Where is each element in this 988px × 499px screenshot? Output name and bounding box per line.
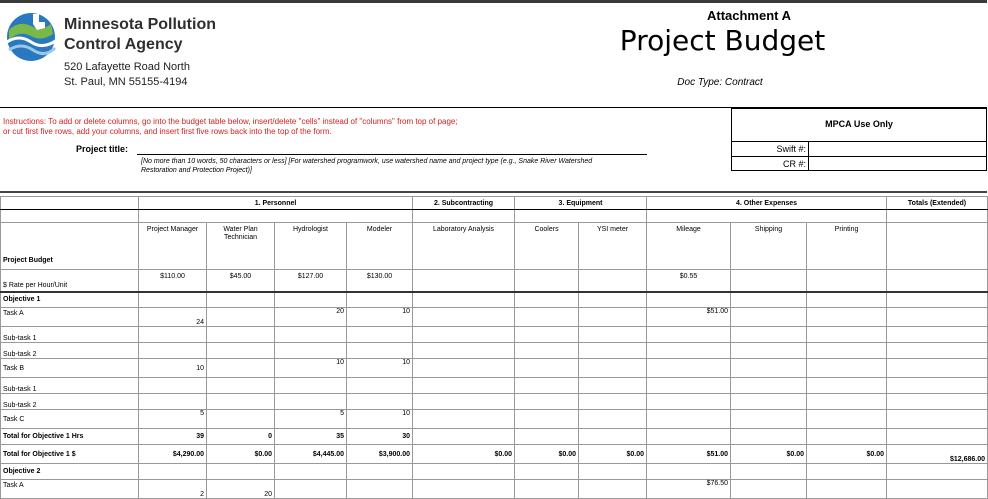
total-cell — [887, 292, 988, 308]
cell[interactable] — [207, 378, 275, 394]
table-row — [1, 394, 988, 410]
org-name-line2: Control Agency — [64, 36, 183, 53]
cell[interactable]: 10 — [139, 359, 207, 378]
grand-total-cell: $12,686.00 — [887, 445, 988, 464]
row-label: Task A — [1, 480, 139, 499]
total-cell — [887, 394, 988, 410]
cell[interactable]: $51.00 — [647, 308, 731, 327]
cell[interactable] — [347, 327, 413, 343]
cell[interactable] — [207, 327, 275, 343]
mpca-use-box — [731, 108, 987, 171]
mpca-logo-icon — [5, 12, 61, 62]
cell[interactable] — [413, 359, 515, 378]
column-header: Modeler — [347, 223, 413, 270]
cell[interactable] — [413, 327, 515, 343]
rate-row — [1, 270, 988, 292]
cell[interactable] — [647, 394, 731, 410]
cell[interactable] — [413, 480, 515, 499]
swift-row — [732, 141, 986, 156]
category-blank — [1, 197, 139, 210]
cell[interactable]: 10 — [275, 359, 347, 378]
cell[interactable] — [413, 464, 515, 480]
cell[interactable] — [275, 292, 347, 308]
total-cell — [887, 429, 988, 445]
cell[interactable] — [647, 327, 731, 343]
spacer-cell — [887, 210, 988, 223]
rate-cell[interactable]: $110.00 — [139, 270, 207, 292]
address-line1: 520 Lafayette Road North — [64, 61, 190, 73]
cell[interactable] — [731, 480, 807, 499]
cell[interactable]: 20 — [207, 480, 275, 499]
swift-field[interactable] — [808, 142, 986, 156]
category-totals: Totals (Extended) — [887, 197, 988, 210]
cell[interactable] — [515, 343, 579, 359]
cell[interactable] — [275, 394, 347, 410]
rate-label: $ Rate per Hour/Unit — [1, 270, 139, 292]
cell[interactable] — [579, 292, 647, 308]
cell: $0.00 — [413, 445, 515, 464]
row-label: Sub-task 2 — [1, 343, 139, 359]
cell[interactable] — [207, 343, 275, 359]
cell[interactable] — [207, 292, 275, 308]
row-label: Total for Objective 1 $ — [1, 445, 139, 464]
cell[interactable] — [139, 464, 207, 480]
cell[interactable] — [579, 464, 647, 480]
total-cell — [887, 343, 988, 359]
cell[interactable] — [515, 378, 579, 394]
cell[interactable] — [579, 394, 647, 410]
column-header: Water Plan Technician — [207, 223, 275, 270]
cell[interactable] — [207, 410, 275, 429]
row-label: Objective 1 — [1, 292, 139, 308]
cell[interactable] — [413, 343, 515, 359]
cell[interactable] — [731, 359, 807, 378]
instructions — [3, 117, 458, 137]
budget-table — [0, 196, 988, 499]
cell: $0.00 — [515, 445, 579, 464]
cell[interactable] — [139, 292, 207, 308]
cell[interactable] — [731, 343, 807, 359]
cell[interactable] — [139, 327, 207, 343]
cell: $0.00 — [207, 445, 275, 464]
cell[interactable] — [807, 359, 887, 378]
table-row — [1, 378, 988, 394]
total-cell — [887, 308, 988, 327]
address-line2: St. Paul, MN 55155-4194 — [64, 76, 188, 88]
cell[interactable] — [579, 359, 647, 378]
cell[interactable] — [731, 378, 807, 394]
cell: $4,290.00 — [139, 445, 207, 464]
table-row — [1, 292, 988, 308]
column-header: Printing — [807, 223, 887, 270]
cell[interactable] — [807, 327, 887, 343]
cell[interactable] — [807, 394, 887, 410]
cell[interactable] — [807, 378, 887, 394]
cell[interactable] — [731, 308, 807, 327]
category-personnel: 1. Personnel — [139, 197, 413, 210]
attachment-label: Attachment A — [706, 8, 792, 23]
spacer-cell — [1, 210, 139, 223]
spacer-cell — [515, 210, 647, 223]
cell[interactable] — [647, 378, 731, 394]
cell[interactable] — [647, 464, 731, 480]
cell[interactable] — [515, 464, 579, 480]
category-row — [1, 197, 988, 210]
column-header: Hydrologist — [275, 223, 347, 270]
cell[interactable]: 10 — [347, 359, 413, 378]
cell[interactable]: 5 — [139, 410, 207, 429]
cell[interactable] — [515, 292, 579, 308]
rate-cell[interactable]: $0.55 — [647, 270, 731, 292]
cell[interactable] — [647, 292, 731, 308]
cell: $0.00 — [731, 445, 807, 464]
cell[interactable] — [207, 394, 275, 410]
cell[interactable] — [807, 410, 887, 429]
row-label: Total for Objective 1 Hrs — [1, 429, 139, 445]
total-cell — [887, 464, 988, 480]
cell[interactable] — [579, 410, 647, 429]
row-label: Objective 2 — [1, 464, 139, 480]
cell: $51.00 — [647, 445, 731, 464]
org-name — [64, 15, 216, 55]
rate-cell[interactable] — [807, 270, 887, 292]
column-header-blank — [887, 223, 988, 270]
column-header: YSI meter — [579, 223, 647, 270]
cr-field[interactable] — [808, 157, 986, 171]
cell: 30 — [347, 429, 413, 445]
budget-body — [1, 197, 988, 499]
cell[interactable] — [731, 394, 807, 410]
cell[interactable] — [139, 394, 207, 410]
org-name-line1: Minnesota Pollution — [64, 16, 216, 33]
cell[interactable] — [647, 343, 731, 359]
rate-cell[interactable]: $45.00 — [207, 270, 275, 292]
rate-cell[interactable]: $130.00 — [347, 270, 413, 292]
cell[interactable] — [731, 292, 807, 308]
instructions-line1: Instructions: To add or delete columns, go into the budget table below, insert/delete "cells" instead of "columns" from top of page; — [3, 117, 458, 126]
page-title: Project Budget — [619, 24, 826, 57]
row-label: Sub-task 1 — [1, 378, 139, 394]
cell — [413, 429, 515, 445]
project-title-field[interactable] — [137, 154, 647, 178]
org-address — [64, 60, 190, 90]
cell[interactable] — [579, 378, 647, 394]
cell[interactable] — [579, 308, 647, 327]
cell[interactable]: 2 — [139, 480, 207, 499]
table-row — [1, 480, 988, 499]
cell[interactable]: 10 — [347, 410, 413, 429]
row-label: Task C — [1, 410, 139, 429]
top-border — [0, 0, 987, 3]
cell[interactable] — [347, 343, 413, 359]
cell[interactable] — [275, 327, 347, 343]
cell[interactable] — [807, 292, 887, 308]
cell[interactable] — [731, 327, 807, 343]
cell[interactable] — [647, 410, 731, 429]
cell[interactable] — [515, 308, 579, 327]
project-title-label: Project title: — [76, 144, 129, 154]
spacer-cell — [139, 210, 413, 223]
row-label: Sub-task 2 — [1, 394, 139, 410]
doc-type: Doc Type: Contract — [677, 77, 763, 88]
row-label: Task A — [1, 308, 139, 327]
table-row — [1, 429, 988, 445]
cell[interactable]: 10 — [347, 308, 413, 327]
cell: $0.00 — [807, 445, 887, 464]
swift-label: Swift #: — [776, 144, 806, 154]
column-header: Laboratory Analysis — [413, 223, 515, 270]
cell[interactable] — [515, 394, 579, 410]
cell: $3,900.00 — [347, 445, 413, 464]
column-header: Coolers — [515, 223, 579, 270]
cell[interactable] — [515, 480, 579, 499]
cell[interactable] — [413, 308, 515, 327]
rate-cell[interactable] — [515, 270, 579, 292]
table-row — [1, 410, 988, 429]
cell[interactable] — [207, 464, 275, 480]
column-header: Mileage — [647, 223, 731, 270]
cell[interactable] — [347, 480, 413, 499]
total-cell — [887, 378, 988, 394]
project-title-note-line1: [No more than 10 words, 50 characters or less] [For watershed programwork, use watershed name and project type (e.g., Snake River Watershed — [141, 158, 593, 165]
cell[interactable] — [731, 464, 807, 480]
cell[interactable] — [579, 327, 647, 343]
cell[interactable] — [207, 308, 275, 327]
cell — [807, 429, 887, 445]
spacer-cell — [413, 210, 515, 223]
row-label: Sub-task 1 — [1, 327, 139, 343]
cell[interactable] — [515, 410, 579, 429]
table-row — [1, 445, 988, 464]
cell[interactable] — [413, 292, 515, 308]
table-row — [1, 359, 988, 378]
rate-cell[interactable] — [579, 270, 647, 292]
spacer-cell — [647, 210, 887, 223]
cell[interactable] — [807, 480, 887, 499]
cell[interactable] — [515, 359, 579, 378]
cell[interactable] — [647, 359, 731, 378]
cell[interactable] — [413, 394, 515, 410]
cell[interactable] — [413, 378, 515, 394]
cell[interactable] — [731, 410, 807, 429]
row-header: Project Budget — [1, 223, 139, 270]
cr-row — [732, 156, 986, 171]
cell: 35 — [275, 429, 347, 445]
cell: 0 — [207, 429, 275, 445]
cell[interactable] — [275, 378, 347, 394]
cell[interactable] — [347, 464, 413, 480]
cell[interactable] — [275, 480, 347, 499]
cell[interactable] — [413, 410, 515, 429]
column-header: Project Manager — [139, 223, 207, 270]
total-cell — [887, 410, 988, 429]
cell[interactable] — [515, 327, 579, 343]
cell — [579, 429, 647, 445]
rate-cell[interactable] — [413, 270, 515, 292]
cell[interactable] — [275, 343, 347, 359]
table-row — [1, 327, 988, 343]
rate-cell[interactable]: $127.00 — [275, 270, 347, 292]
cell: 39 — [139, 429, 207, 445]
rate-cell[interactable] — [731, 270, 807, 292]
cell: $4,445.00 — [275, 445, 347, 464]
mpca-use-title: MPCA Use Only — [825, 119, 893, 129]
cell[interactable] — [807, 308, 887, 327]
cell[interactable] — [347, 292, 413, 308]
cell[interactable] — [347, 378, 413, 394]
total-cell — [887, 480, 988, 499]
category-other-expenses: 4. Other Expenses — [647, 197, 887, 210]
cell — [647, 429, 731, 445]
cell[interactable] — [579, 480, 647, 499]
project-title-note-line2: Restoration and Protection Project)] — [141, 167, 252, 174]
table-row — [1, 308, 988, 327]
cell: $0.00 — [579, 445, 647, 464]
cell[interactable] — [579, 343, 647, 359]
cr-label: CR #: — [782, 159, 806, 169]
cell[interactable]: 20 — [275, 308, 347, 327]
table-top-rule — [0, 191, 987, 193]
total-cell — [887, 327, 988, 343]
cell — [731, 429, 807, 445]
cell[interactable]: 24 — [139, 308, 207, 327]
cell[interactable]: 5 — [275, 410, 347, 429]
category-equipment: 3. Equipment — [515, 197, 647, 210]
cell[interactable] — [275, 464, 347, 480]
cell[interactable] — [139, 343, 207, 359]
cell[interactable] — [807, 343, 887, 359]
spacer-row — [1, 210, 988, 223]
cell[interactable] — [807, 464, 887, 480]
cell[interactable]: $76.50 — [647, 480, 731, 499]
column-header: Shipping — [731, 223, 807, 270]
table-row — [1, 464, 988, 480]
project-title-note — [141, 157, 592, 175]
cell[interactable] — [139, 378, 207, 394]
cell[interactable] — [347, 394, 413, 410]
cell[interactable] — [207, 359, 275, 378]
column-header-row — [1, 223, 988, 270]
category-subcontracting: 2. Subcontracting — [413, 197, 515, 210]
instructions-line2: or cut first five rows, add your columns, and insert first five rows back into the top of the form. — [3, 127, 332, 136]
rate-cell-blank — [887, 270, 988, 292]
table-row — [1, 343, 988, 359]
cell — [515, 429, 579, 445]
total-cell — [887, 359, 988, 378]
row-label: Task B — [1, 359, 139, 378]
